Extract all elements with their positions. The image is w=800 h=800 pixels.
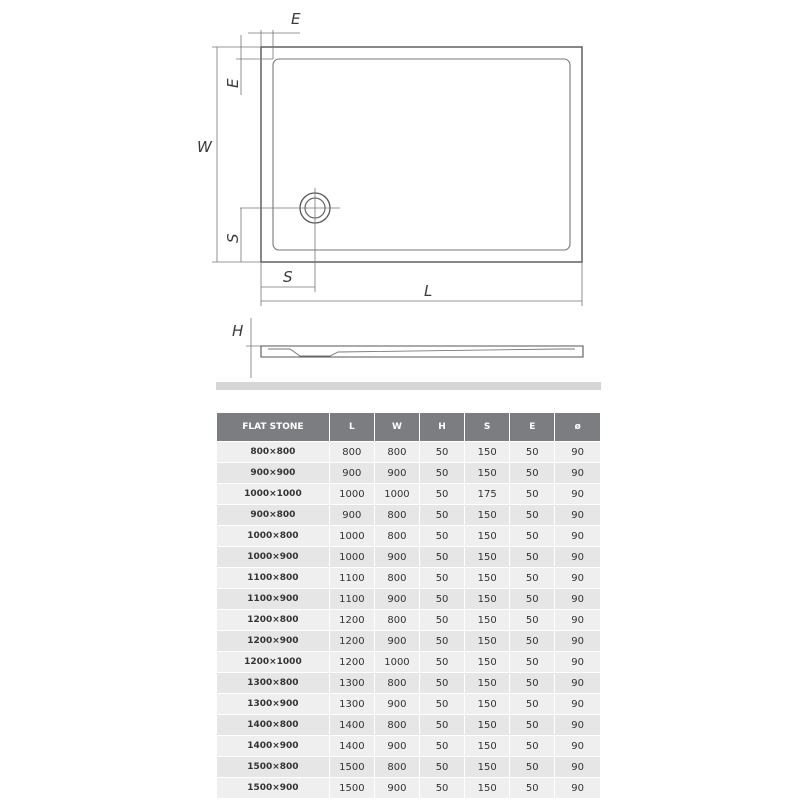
cell-w: 900 bbox=[374, 589, 419, 610]
dim-label-s-side: S bbox=[224, 233, 242, 243]
cell-s: 150 bbox=[465, 694, 510, 715]
dim-label-s-bottom: S bbox=[283, 268, 293, 286]
cell-diameter: 90 bbox=[555, 715, 600, 736]
dim-label-h: H bbox=[232, 322, 244, 340]
cell-h: 50 bbox=[420, 631, 465, 652]
cell-h: 50 bbox=[420, 652, 465, 673]
cell-h: 50 bbox=[420, 736, 465, 757]
dim-label-e-top: E bbox=[291, 10, 301, 28]
cell-s: 150 bbox=[465, 505, 510, 526]
header-e: E bbox=[510, 413, 555, 442]
cell-model: 1200×1000 bbox=[217, 652, 329, 673]
cell-model: 1000×1000 bbox=[217, 484, 329, 505]
cell-l: 900 bbox=[329, 463, 374, 484]
table-row bbox=[217, 589, 600, 610]
cell-e: 50 bbox=[510, 463, 555, 484]
cell-model: 1000×800 bbox=[217, 526, 329, 547]
header-s: S bbox=[465, 413, 510, 442]
dim-label-w: W bbox=[197, 138, 212, 156]
table-row bbox=[217, 652, 600, 673]
cell-h: 50 bbox=[420, 778, 465, 799]
cell-l: 1100 bbox=[329, 589, 374, 610]
cell-l: 1200 bbox=[329, 610, 374, 631]
cell-w: 800 bbox=[374, 610, 419, 631]
cell-w: 900 bbox=[374, 547, 419, 568]
cell-l: 1400 bbox=[329, 715, 374, 736]
cell-e: 50 bbox=[510, 547, 555, 568]
header-h: H bbox=[420, 413, 465, 442]
cell-w: 1000 bbox=[374, 484, 419, 505]
cell-h: 50 bbox=[420, 526, 465, 547]
cell-l: 1000 bbox=[329, 526, 374, 547]
cell-diameter: 90 bbox=[555, 484, 600, 505]
cell-l: 1100 bbox=[329, 568, 374, 589]
header-model: FLAT STONE bbox=[217, 413, 329, 442]
cell-diameter: 90 bbox=[555, 547, 600, 568]
cell-model: 1400×800 bbox=[217, 715, 329, 736]
cell-e: 50 bbox=[510, 505, 555, 526]
cell-w: 800 bbox=[374, 568, 419, 589]
cell-model: 1300×900 bbox=[217, 694, 329, 715]
cell-e: 50 bbox=[510, 778, 555, 799]
cell-h: 50 bbox=[420, 547, 465, 568]
cell-l: 1400 bbox=[329, 736, 374, 757]
cell-l: 1500 bbox=[329, 778, 374, 799]
cell-model: 1100×800 bbox=[217, 568, 329, 589]
cell-e: 50 bbox=[510, 694, 555, 715]
cell-s: 150 bbox=[465, 610, 510, 631]
cell-w: 800 bbox=[374, 673, 419, 694]
dim-label-e-side: E bbox=[224, 78, 242, 88]
cell-l: 1000 bbox=[329, 484, 374, 505]
cell-model: 1500×800 bbox=[217, 757, 329, 778]
table-row bbox=[217, 778, 600, 799]
cell-h: 50 bbox=[420, 484, 465, 505]
cell-l: 1200 bbox=[329, 652, 374, 673]
cell-e: 50 bbox=[510, 526, 555, 547]
cell-e: 50 bbox=[510, 589, 555, 610]
cell-h: 50 bbox=[420, 442, 465, 463]
cell-diameter: 90 bbox=[555, 589, 600, 610]
cell-diameter: 90 bbox=[555, 505, 600, 526]
cell-l: 1300 bbox=[329, 673, 374, 694]
cell-e: 50 bbox=[510, 442, 555, 463]
cell-s: 150 bbox=[465, 589, 510, 610]
cell-s: 150 bbox=[465, 463, 510, 484]
cell-w: 800 bbox=[374, 526, 419, 547]
cell-l: 900 bbox=[329, 505, 374, 526]
cell-e: 50 bbox=[510, 610, 555, 631]
cell-diameter: 90 bbox=[555, 568, 600, 589]
cell-h: 50 bbox=[420, 715, 465, 736]
cell-e: 50 bbox=[510, 568, 555, 589]
header-l: L bbox=[329, 413, 374, 442]
cell-w: 900 bbox=[374, 736, 419, 757]
cell-s: 150 bbox=[465, 652, 510, 673]
cell-model: 900×800 bbox=[217, 505, 329, 526]
cell-model: 900×900 bbox=[217, 463, 329, 484]
cell-h: 50 bbox=[420, 610, 465, 631]
cell-h: 50 bbox=[420, 505, 465, 526]
cell-model: 1300×800 bbox=[217, 673, 329, 694]
cell-diameter: 90 bbox=[555, 610, 600, 631]
table-row bbox=[217, 526, 600, 547]
cell-w: 900 bbox=[374, 778, 419, 799]
cell-w: 900 bbox=[374, 463, 419, 484]
cell-s: 150 bbox=[465, 631, 510, 652]
table-row bbox=[217, 673, 600, 694]
cell-model: 1200×900 bbox=[217, 631, 329, 652]
tray-side-profile bbox=[261, 346, 583, 357]
table-row bbox=[217, 505, 600, 526]
cell-h: 50 bbox=[420, 757, 465, 778]
cell-w: 800 bbox=[374, 505, 419, 526]
table-row bbox=[217, 736, 600, 757]
cell-e: 50 bbox=[510, 652, 555, 673]
cell-diameter: 90 bbox=[555, 694, 600, 715]
tray-outer-outline bbox=[261, 47, 582, 262]
cell-e: 50 bbox=[510, 673, 555, 694]
cell-w: 800 bbox=[374, 715, 419, 736]
cell-s: 150 bbox=[465, 757, 510, 778]
table-row bbox=[217, 715, 600, 736]
cell-h: 50 bbox=[420, 568, 465, 589]
cell-model: 1100×900 bbox=[217, 589, 329, 610]
cell-diameter: 90 bbox=[555, 631, 600, 652]
tray-side-basin bbox=[268, 349, 575, 356]
table-row bbox=[217, 547, 600, 568]
cell-h: 50 bbox=[420, 589, 465, 610]
cell-s: 150 bbox=[465, 526, 510, 547]
cell-l: 1500 bbox=[329, 757, 374, 778]
cell-l: 1300 bbox=[329, 694, 374, 715]
cell-s: 175 bbox=[465, 484, 510, 505]
cell-h: 50 bbox=[420, 694, 465, 715]
cell-model: 1400×900 bbox=[217, 736, 329, 757]
cell-h: 50 bbox=[420, 673, 465, 694]
cell-w: 900 bbox=[374, 631, 419, 652]
cell-s: 150 bbox=[465, 736, 510, 757]
cell-model: 1000×900 bbox=[217, 547, 329, 568]
dim-label-l: L bbox=[424, 282, 433, 300]
cell-w: 900 bbox=[374, 694, 419, 715]
table-row bbox=[217, 463, 600, 484]
table-header-row bbox=[217, 413, 600, 442]
table-row bbox=[217, 442, 600, 463]
header-diameter: ø bbox=[555, 413, 600, 442]
cell-s: 150 bbox=[465, 568, 510, 589]
cell-e: 50 bbox=[510, 715, 555, 736]
cell-e: 50 bbox=[510, 757, 555, 778]
cell-model: 800×800 bbox=[217, 442, 329, 463]
cell-e: 50 bbox=[510, 736, 555, 757]
table-row bbox=[217, 757, 600, 778]
cell-e: 50 bbox=[510, 631, 555, 652]
cell-model: 1200×800 bbox=[217, 610, 329, 631]
cell-diameter: 90 bbox=[555, 757, 600, 778]
cell-diameter: 90 bbox=[555, 673, 600, 694]
cell-s: 150 bbox=[465, 778, 510, 799]
dimensions-table bbox=[217, 413, 600, 798]
cell-diameter: 90 bbox=[555, 442, 600, 463]
cell-w: 800 bbox=[374, 757, 419, 778]
header-w: W bbox=[374, 413, 419, 442]
table-row bbox=[217, 610, 600, 631]
table-row bbox=[217, 484, 600, 505]
cell-h: 50 bbox=[420, 463, 465, 484]
table-row bbox=[217, 631, 600, 652]
cell-model: 1500×900 bbox=[217, 778, 329, 799]
cell-l: 800 bbox=[329, 442, 374, 463]
cell-diameter: 90 bbox=[555, 526, 600, 547]
cell-diameter: 90 bbox=[555, 736, 600, 757]
cell-l: 1200 bbox=[329, 631, 374, 652]
cell-s: 150 bbox=[465, 715, 510, 736]
cell-w: 800 bbox=[374, 442, 419, 463]
cell-s: 150 bbox=[465, 547, 510, 568]
table-row bbox=[217, 694, 600, 715]
cell-diameter: 90 bbox=[555, 463, 600, 484]
tray-inner-basin bbox=[273, 59, 570, 250]
cell-diameter: 90 bbox=[555, 778, 600, 799]
cell-w: 1000 bbox=[374, 652, 419, 673]
cell-s: 150 bbox=[465, 673, 510, 694]
floor-base bbox=[216, 382, 601, 390]
cell-e: 50 bbox=[510, 484, 555, 505]
table-row bbox=[217, 568, 600, 589]
cell-s: 150 bbox=[465, 442, 510, 463]
cell-diameter: 90 bbox=[555, 652, 600, 673]
cell-l: 1000 bbox=[329, 547, 374, 568]
